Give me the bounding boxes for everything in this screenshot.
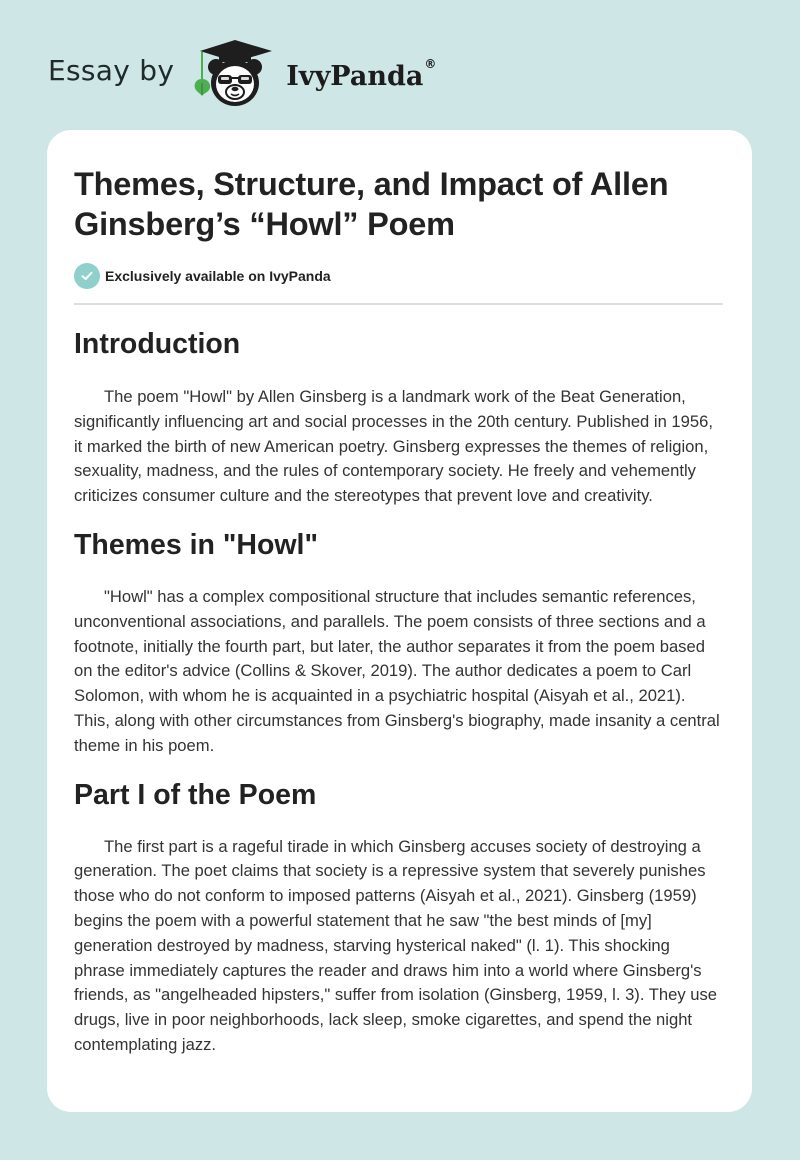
essay-by-label: Essay by (48, 53, 175, 87)
section-heading: Part I of the Poem (74, 778, 317, 811)
panda-graduation-cap-icon (192, 37, 278, 111)
check-circle-icon (74, 263, 100, 289)
section-heading: Introduction (74, 328, 241, 360)
site-header (48, 36, 436, 112)
section-themes (74, 528, 725, 759)
section-heading: Themes in "Howl" (74, 528, 318, 561)
title-divider (74, 303, 723, 305)
section-paragraph: "Howl" has a complex compositional structure that includes semantic references, unconventional associations, and parallels. The poem consists of three sections and a footnote, initially the fourth part, but later, the author separates it from the poem based on the editor's advice (Collins & Skover, 2019). The author dedicates a poem to Carl Solomon, with whom he is acquainted in a psychiatric hospital (Aisyah et al., 2021). This, along with other circumstances from Ginsberg's biography, made insanity a central theme in his poem. (74, 586, 720, 755)
essay-card (47, 130, 752, 1112)
registered-mark: ® (424, 56, 437, 71)
essay-title: Themes, Structure, and Impact of Allen Ginsberg’s “Howl” Poem (74, 166, 669, 242)
section-introduction (74, 327, 725, 509)
brand-name: IvyPanda® (286, 56, 437, 92)
section-paragraph: The poem "Howl" by Allen Ginsberg is a landmark work of the Beat Generation, significantly influencing art and social processes in the 20th century. Published in 1956, it marked the birth of new American poetry. Ginsberg expresses the themes of religion, sexuality, madness, and the rules of contemporary society. He freely and vehemently criticizes consumer culture and the stereotypes that prevent love and creativity. (74, 387, 713, 506)
exclusive-badge (74, 262, 725, 290)
section-paragraph: The first part is a rageful tirade in which Ginsberg accuses society of destroying a generation. The poet claims that society is a repressive system that severely punishes those who do not conform to imposed patterns (Aisyah et al., 2021). Ginsberg (1959) begins the poem with a powerful statement that he saw "the best minds of [my] generation destroyed by madness, starving hysterical naked" (l. 1). This shocking phrase immediately captures the reader and draws him into a world where Ginsberg's friends, as "angelheaded hipsters," suffer from isolation (Ginsberg, 1959, l. 3). They use drugs, live in poor neighborhoods, lack sleep, smoke cigarettes, and spend the night contemplating jazz. (74, 836, 717, 1054)
exclusive-badge-label: Exclusively available on IvyPanda (105, 268, 331, 284)
section-part-one (74, 778, 725, 1058)
